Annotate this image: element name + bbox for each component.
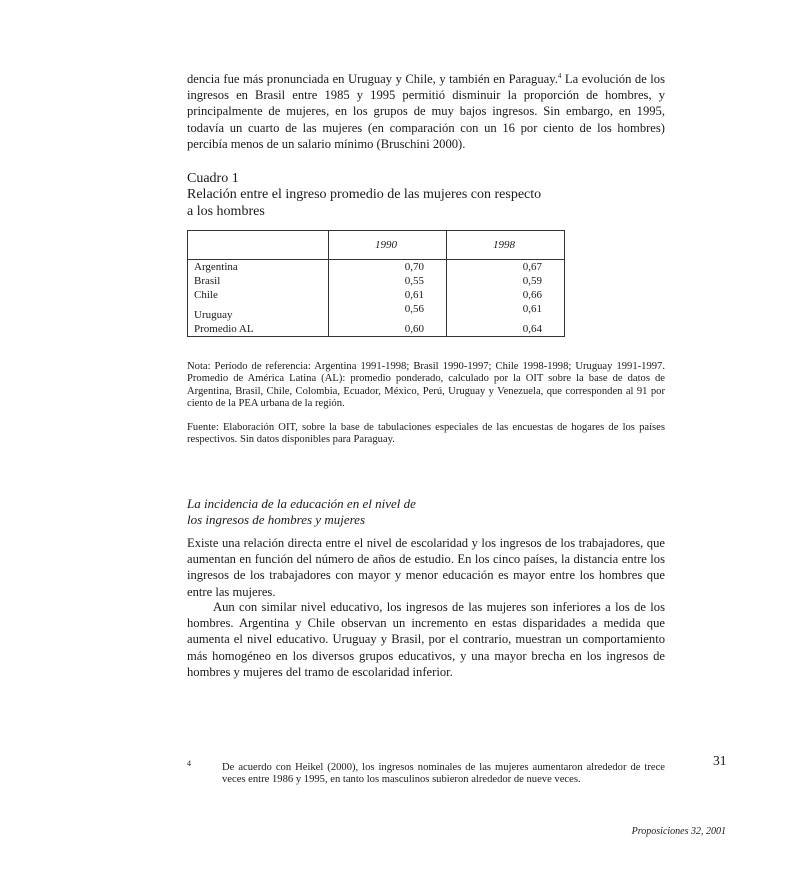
table-source: Fuente: Elaboración OIT, sobre la base de tabulaciones especiales de las encuestas de hogares de los países respectivos. Sin datos disponibles para Paraguay. — [187, 422, 665, 446]
table-label: Cuadro 1 — [187, 171, 239, 186]
value-1990-cell: 0,60 — [329, 322, 447, 337]
country-cell: Brasil — [188, 274, 329, 288]
intro-text-continued: La evolución de los ingresos en Brasil entre 1985 y 1995 permitió disminuir la proporción de hombres, y principalmente de mujeres, en los grupos de muy bajos ingresos. Sin embargo, en 1995, todavía un cuarto de las mujeres (en comparación con un 16 por ciento de los hombres) percibía menos de un salario mínimo (Bruschini 2000). — [187, 72, 666, 151]
table-title-line1: Relación entre el ingreso promedio de las mujeres con respecto — [187, 187, 542, 202]
table-row — [188, 274, 565, 288]
footnote-text: De acuerdo con Heikel (2000), los ingresos nominales de las mujeres aumentaron alrededor de trece veces entre 1986 y 1995, en tanto los masculinos subieron alrededor de nueve veces. — [222, 762, 665, 786]
table-header-row — [188, 231, 565, 260]
table-title-line2: a los hombres — [187, 204, 265, 219]
body-paragraph-2-text: Aun con similar nivel educativo, los ingresos de las mujeres son inferiores a los de los hombres. Argentina y Chile observan un incremento en estas disparidades a medida que aumenta el nivel educativo. Uruguay y Brasil, por el contrario, muestran un comportamiento más homogéneo en los diversos grupos educativos, y una mayor brecha en los ingresos de hombres y mujeres del tramo de escolaridad inferior. — [187, 600, 665, 679]
table-row — [188, 302, 565, 322]
value-1990-cell: 0,70 — [329, 260, 447, 275]
section-heading-line1: La incidencia de la educación en el nivel de — [187, 496, 416, 511]
value-1998-cell: 0,64 — [447, 322, 565, 337]
country-cell: Uruguay — [188, 302, 329, 322]
table-row — [188, 322, 565, 337]
body-paragraph-2 — [187, 599, 665, 680]
body-paragraph-1: Existe una relación directa entre el nivel de escolaridad y los ingresos de los trabajadores, que aumentan en función del número de años de estudio. En los cinco países, la distancia entre los ingresos de los trabajadores con mayor y menor educación es mayor entre los hombres que entre las mujeres. — [187, 536, 665, 599]
section-heading-line2: los ingresos de hombres y mujeres — [187, 512, 366, 527]
country-cell: Argentina — [188, 260, 329, 275]
journal-footer: Proposiciones 32, 2001 — [631, 826, 726, 837]
intro-paragraph — [187, 71, 665, 152]
value-1998-cell: 0,66 — [447, 288, 565, 302]
table-note: Nota: Período de referencia: Argentina 1991-1998; Brasil 1990-1997; Chile 1998-1998; Uruguay 1991-1997. Promedio de América Latina (AL): promedio ponderado, calculado por la OIT sobre la base de datos de Argentina, Brasil, Chile, Colombia, Ecuador, México, Perú, Uruguay y Venezuela, que corresponden al 91 por ciento de la PEA urbana de la región. — [187, 361, 665, 410]
country-cell: Promedio AL — [188, 322, 329, 337]
footnote-mark: 4 — [187, 759, 191, 768]
income-ratio-table — [187, 230, 565, 337]
value-1998-cell: 0,67 — [447, 260, 565, 275]
table-header-blank — [188, 231, 329, 260]
intro-text: dencia fue más pronunciada en Uruguay y Chile, y también en Paraguay. — [187, 72, 558, 86]
value-1998-cell: 0,59 — [447, 274, 565, 288]
table-row — [188, 260, 565, 275]
country-cell: Chile — [188, 288, 329, 302]
table-row — [188, 288, 565, 302]
value-1990-cell: 0,55 — [329, 274, 447, 288]
column-header-1998: 1998 — [447, 231, 565, 260]
footnote-ref: 4 — [557, 71, 562, 80]
value-1990-cell: 0,56 — [329, 302, 447, 322]
value-1990-cell: 0,61 — [329, 288, 447, 302]
column-header-1990: 1990 — [329, 231, 447, 260]
value-1998-cell: 0,61 — [447, 302, 565, 322]
page-number: 31 — [713, 753, 727, 768]
